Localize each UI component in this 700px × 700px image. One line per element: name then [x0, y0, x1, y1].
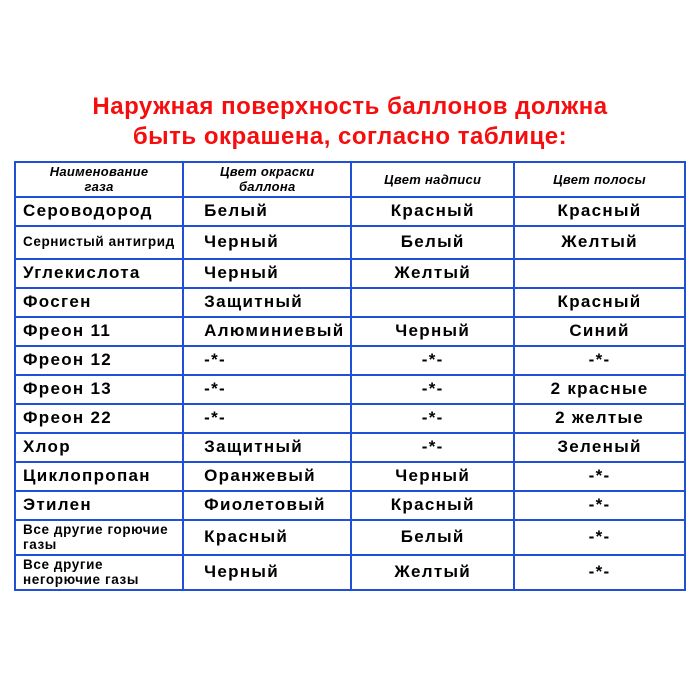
- cell-gas-name: Этилен: [15, 491, 183, 520]
- cell-inscription-color: Красный: [351, 491, 514, 520]
- cell-inscription-color: Белый: [351, 520, 514, 555]
- cell-paint-color: Алюминиевый: [183, 317, 351, 346]
- cell-inscription-color: Желтый: [351, 555, 514, 590]
- cell-stripe-color: 2 желтые: [514, 404, 685, 433]
- cell-stripe-color: -*-: [514, 491, 685, 520]
- table-row: [15, 491, 685, 520]
- cell-inscription-color: -*-: [351, 404, 514, 433]
- cell-inscription-color: Белый: [351, 226, 514, 259]
- cell-stripe-color: -*-: [514, 346, 685, 375]
- poster-title-line1: Наружная поверхность баллонов должна: [92, 93, 608, 120]
- cell-gas-name: Фреон 13: [15, 375, 183, 404]
- cell-paint-color: Черный: [183, 259, 351, 288]
- cell-inscription-color: -*-: [351, 375, 514, 404]
- cell-inscription-color: Черный: [351, 462, 514, 491]
- cell-paint-color: Черный: [183, 555, 351, 590]
- table-row: [15, 226, 685, 259]
- cell-gas-name: Сероводород: [15, 197, 183, 226]
- cell-paint-color: Черный: [183, 226, 351, 259]
- table-body: [15, 197, 685, 590]
- cell-inscription-color: -*-: [351, 346, 514, 375]
- cell-gas-name: Все другие негорючие газы: [15, 555, 183, 590]
- table-row: [15, 259, 685, 288]
- cell-stripe-color: Желтый: [514, 226, 685, 259]
- cell-gas-name: Фреон 12: [15, 346, 183, 375]
- table-row: [15, 317, 685, 346]
- header-row: [15, 162, 685, 197]
- table-row: [15, 197, 685, 226]
- cell-inscription-color: [351, 288, 514, 317]
- cell-stripe-color: Красный: [514, 197, 685, 226]
- cell-gas-name: Циклопропан: [15, 462, 183, 491]
- col-header-gas-name: Наименование газа: [15, 162, 183, 197]
- col-header-inscription-color: Цвет надписи: [351, 162, 514, 197]
- cell-paint-color: -*-: [183, 346, 351, 375]
- cell-inscription-color: Желтый: [351, 259, 514, 288]
- poster-title-line2: быть окрашена, согласно таблице:: [132, 123, 568, 150]
- col-header-stripe-color: Цвет полосы: [514, 162, 685, 197]
- cell-gas-name: Сернистый антигрид: [15, 226, 183, 259]
- cell-paint-color: Оранжевый: [183, 462, 351, 491]
- cell-stripe-color: [514, 259, 685, 288]
- table-row: [15, 520, 685, 555]
- cell-gas-name: Фосген: [15, 288, 183, 317]
- table-row: [15, 346, 685, 375]
- cell-stripe-color: -*-: [514, 520, 685, 555]
- cell-inscription-color: -*-: [351, 433, 514, 462]
- table-row: [15, 375, 685, 404]
- cell-paint-color: Защитный: [183, 433, 351, 462]
- cell-inscription-color: Черный: [351, 317, 514, 346]
- cell-paint-color: Белый: [183, 197, 351, 226]
- cell-stripe-color: Красный: [514, 288, 685, 317]
- cell-paint-color: -*-: [183, 404, 351, 433]
- cell-gas-name: Фреон 22: [15, 404, 183, 433]
- col-header-paint-color: Цвет окраски баллона: [183, 162, 351, 197]
- cell-paint-color: -*-: [183, 375, 351, 404]
- cell-stripe-color: Синий: [514, 317, 685, 346]
- poster-title: [0, 0, 700, 152]
- table-row: [15, 555, 685, 590]
- cell-inscription-color: Красный: [351, 197, 514, 226]
- table-row: [15, 433, 685, 462]
- table-row: [15, 462, 685, 491]
- table-row: [15, 404, 685, 433]
- cell-gas-name: Фреон 11: [15, 317, 183, 346]
- cell-stripe-color: -*-: [514, 555, 685, 590]
- table-row: [15, 288, 685, 317]
- cell-paint-color: Защитный: [183, 288, 351, 317]
- cell-stripe-color: -*-: [514, 462, 685, 491]
- cell-gas-name: Углекислота: [15, 259, 183, 288]
- cell-gas-name: Все другие горючие газы: [15, 520, 183, 555]
- gas-color-table: [14, 161, 686, 591]
- cell-stripe-color: 2 красные: [514, 375, 685, 404]
- cell-paint-color: Фиолетовый: [183, 491, 351, 520]
- cell-stripe-color: Зеленый: [514, 433, 685, 462]
- cell-paint-color: Красный: [183, 520, 351, 555]
- cell-gas-name: Хлор: [15, 433, 183, 462]
